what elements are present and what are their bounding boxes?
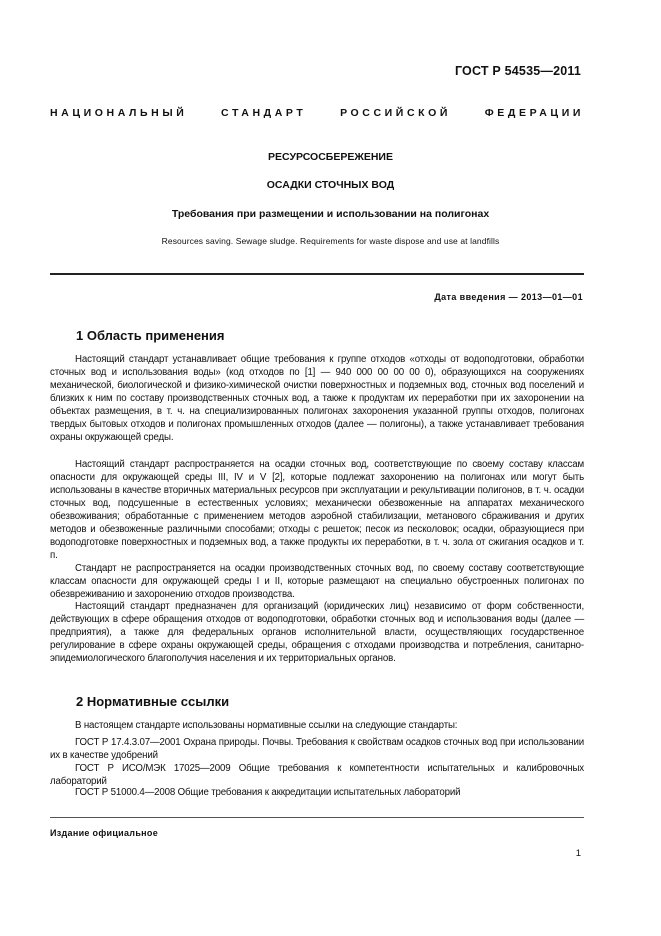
introduction-date: Дата введения — 2013—01—01	[434, 292, 583, 302]
footer-divider	[50, 817, 584, 818]
section-1-paragraph: Настоящий стандарт предназначен для организаций (юридических лиц) независимо от форм собственности, действующих в сфере обращения отходов от водоподготовки, обработки сточных вод и использования воды (далее — предприятия), а также для федеральных органов исполнительной власти, осуществляющих государственное регулирование в сфере охраны окружающей среды, обращения с отходами производства и потребления, санитарно-эпидемиологического благополучия населения и их территориальных органов.	[50, 601, 584, 664]
title-line-2: ОСАДКИ СТОЧНЫХ ВОД	[266, 179, 395, 191]
title-line-3: Требования при размещении и использовании на полигонах	[171, 208, 490, 220]
normative-reference: ГОСТ Р 51000.4—2008 Общие требования к аккредитации испытательных лабораторий	[75, 787, 461, 798]
section-2-paragraph: В настоящем стандарте использованы нормативные ссылки на следующие стандарты:	[75, 720, 458, 731]
title-english: Resources saving. Sewage sludge. Requirements for waste dispose and use at landfills	[161, 236, 500, 246]
section-1-paragraph: Стандарт не распространяется на осадки производственных сточных вод, по своему составу соответствующие классам опасности для окружающей среды I и II, которые размещают на специально обустроенных полигонах по обезвреживанию и захоронению отходов производства.	[50, 563, 584, 600]
standard-id: ГОСТ Р 54535—2011	[454, 64, 581, 78]
section-1-paragraph: Настоящий стандарт распространяется на осадки сточных вод, соответствующие по своему составу классам опасности для окружающей среды III, IV и V [2], которые подлежат захоронению на полигонах или могут быть использованы в качестве вторичных материальных ресурсов при эксплуатации и рекультивации полигонов, в т. ч. осадки сточных вод, подсушенные в естественных условиях; механически обезвоженные на аппаратах механического обезвоживания; обработанные с применением методов аэробной стабилизации, метанового сбраживания и других методов и обезвоженные различными способами; отходы с решеток; песок из песколовок; осадки, образующиеся при водоподготовке поверхностных и подземных вод, а также продукты их переработки, в т. ч. зола от сжигания осадков и т. п.	[50, 459, 584, 561]
normative-reference: ГОСТ Р 17.4.3.07—2001 Охрана природы. Почвы. Требования к свойствам осадков сточных вод при использовании их в качестве удобрений	[50, 737, 584, 761]
national-standard-banner: НАЦИОНАЛЬНЫЙ СТАНДАРТ РОССИЙСКОЙ ФЕДЕРАЦИИ	[50, 107, 584, 119]
normative-reference: ГОСТ Р ИСО/МЭК 17025—2009 Общие требования к компетентности испытательных и калибровочных лабораторий	[50, 763, 584, 787]
header-divider	[50, 273, 584, 275]
edition-note: Издание официальное	[50, 828, 159, 838]
section-2-heading: 2 Нормативные ссылки	[76, 694, 230, 709]
section-1-heading: 1 Область применения	[76, 328, 225, 343]
section-1-paragraph: Настоящий стандарт устанавливает общие требования к группе отходов «отходы от водоподготовки, обработки сточных вод и использования воды» (код отходов по [1] — 940 000 00 00 00 0), образующихся на сооружениях механической, биологической и физико-химической очистки поверхностных и подземных вод, сточных вод поселений и близких к ним по составу производственных сточных вод, а также к продуктам их переработки при их захоронении на объектах размещения, в т. ч. на специализированных полигонах захоронения указанной группы отходов, полигонах твердых бытовых отходов и полигонах промышленных отходов (далее — полигоны), а также устанавливает требования охраны окружающей среды.	[50, 354, 584, 443]
page-number: 1	[575, 848, 581, 859]
title-line-1: РЕСУРСОСБЕРЕЖЕНИЕ	[268, 151, 393, 163]
